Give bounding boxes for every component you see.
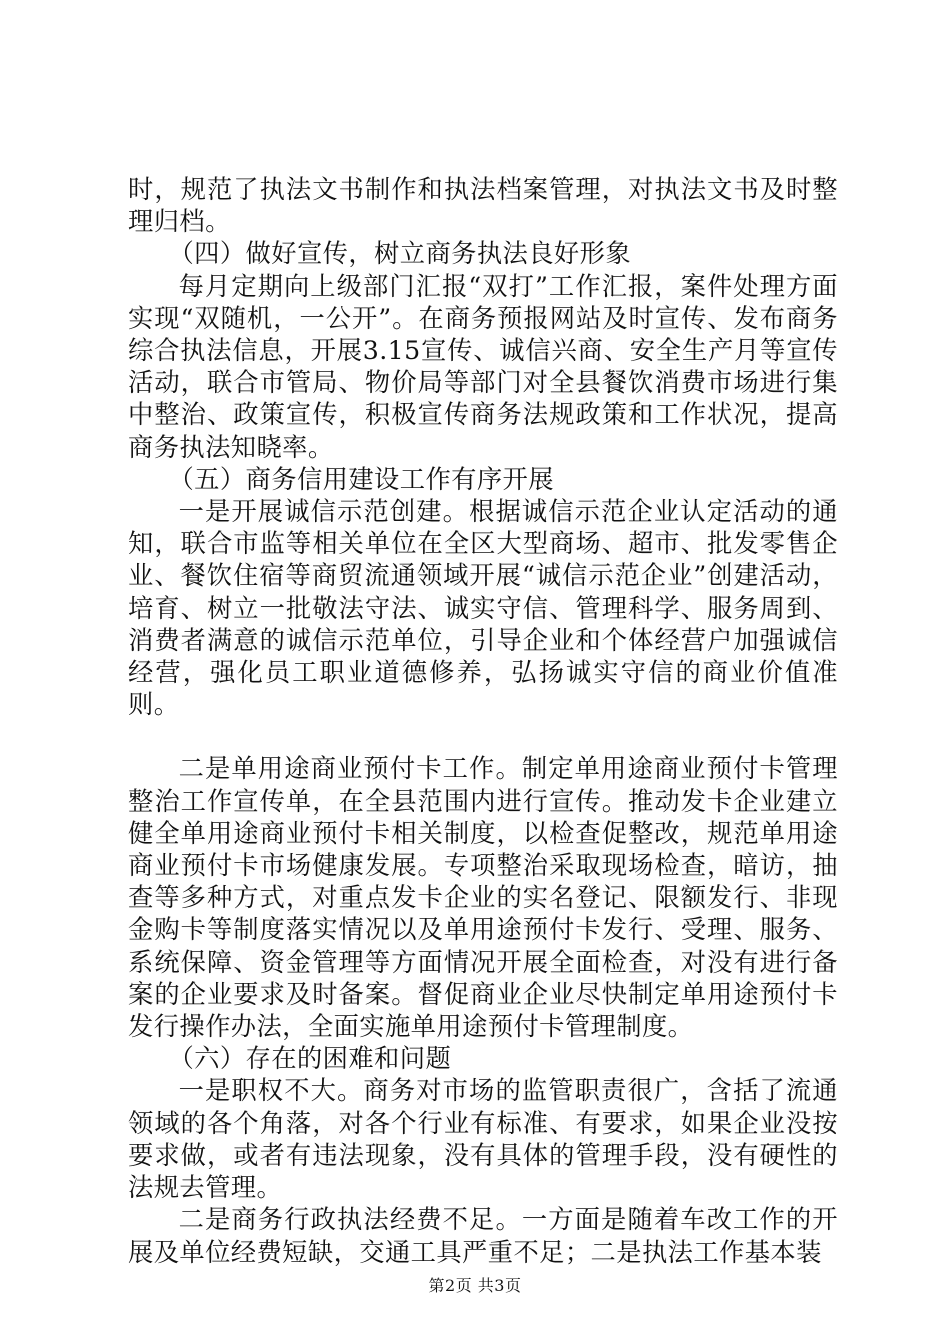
paragraph-funding-shortage: 二是商务行政执法经费不足。一方面是随着车改工作的开展及单位经费短缺，交通工具严重不足；二是执法工作基本装 <box>128 1205 838 1267</box>
page-indicator: 第2页 共3页 <box>428 1276 522 1295</box>
section-heading-5: （五）商务信用建设工作有序开展 <box>168 464 554 494</box>
paragraph-limited-authority: 一是职权不大。商务对市场的监管职责很广，含括了流通领域的各个角落，对各个行业有标准、有要求，如果企业没按要求做，或者有违法现象，没有具体的管理手段，没有硬性的法规去管理。 <box>128 1076 838 1203</box>
document-body <box>128 174 838 1269</box>
page-footer <box>0 1276 950 1296</box>
section-heading-4: （四）做好宣传，树立商务执法良好形象 <box>168 239 632 269</box>
paragraph-prepaid-card: 二是单用途商业预付卡工作。制定单用途商业预付卡管理整治工作宣传单，在全县范围内进行宣传。推动发卡企业建立健全单用途商业预付卡相关制度，以检查促整改，规范单用途商业预付卡市场健康发展。专项整治采取现场检查，暗访，抽查等多种方式，对重点发卡企业的实名登记、限额发行、非现金购卡等制度落实情况以及单用途预付卡发行、受理、服务、系统保障、资金管理等方面情况开展全面检查，对没有进行备案的企业要求及时备案。督促商业企业尽快制定单用途预付卡发行操作办法，全面实施单用途预付卡管理制度。 <box>128 754 838 1042</box>
paragraph-publicity: 每月定期向上级部门汇报“双打”工作汇报，案件处理方面实现“双随机，一公开”。在商务预报网站及时宣传、发布商务综合执法信息，开展3.15宣传、诚信兴商、安全生产月等宣传活动，联合市管局、物价局等部门对全县餐饮消费市场进行集中整治、政策宣传，积极宣传商务法规政策和工作状况，提高商务执法知晓率。 <box>128 271 838 462</box>
section-heading-6: （六）存在的困难和问题 <box>168 1044 452 1074</box>
paragraph-integrity-demo: 一是开展诚信示范创建。根据诚信示范企业认定活动的通知，联合市监等相关单位在全区大型商场、超市、批发零售企业、餐饮住宿等商贸流通领域开展“诚信示范企业”创建活动，培育、树立一批敬法守法、诚实守信、管理科学、服务周到、消费者满意的诚信示范单位，引导企业和个体经营户加强诚信经营，强化员工职业道德修养，弘扬诚实守信的商业价值准则。 <box>128 497 838 720</box>
paragraph-continuation: 时，规范了执法文书制作和执法档案管理，对执法文书及时整理归档。 <box>128 175 838 237</box>
